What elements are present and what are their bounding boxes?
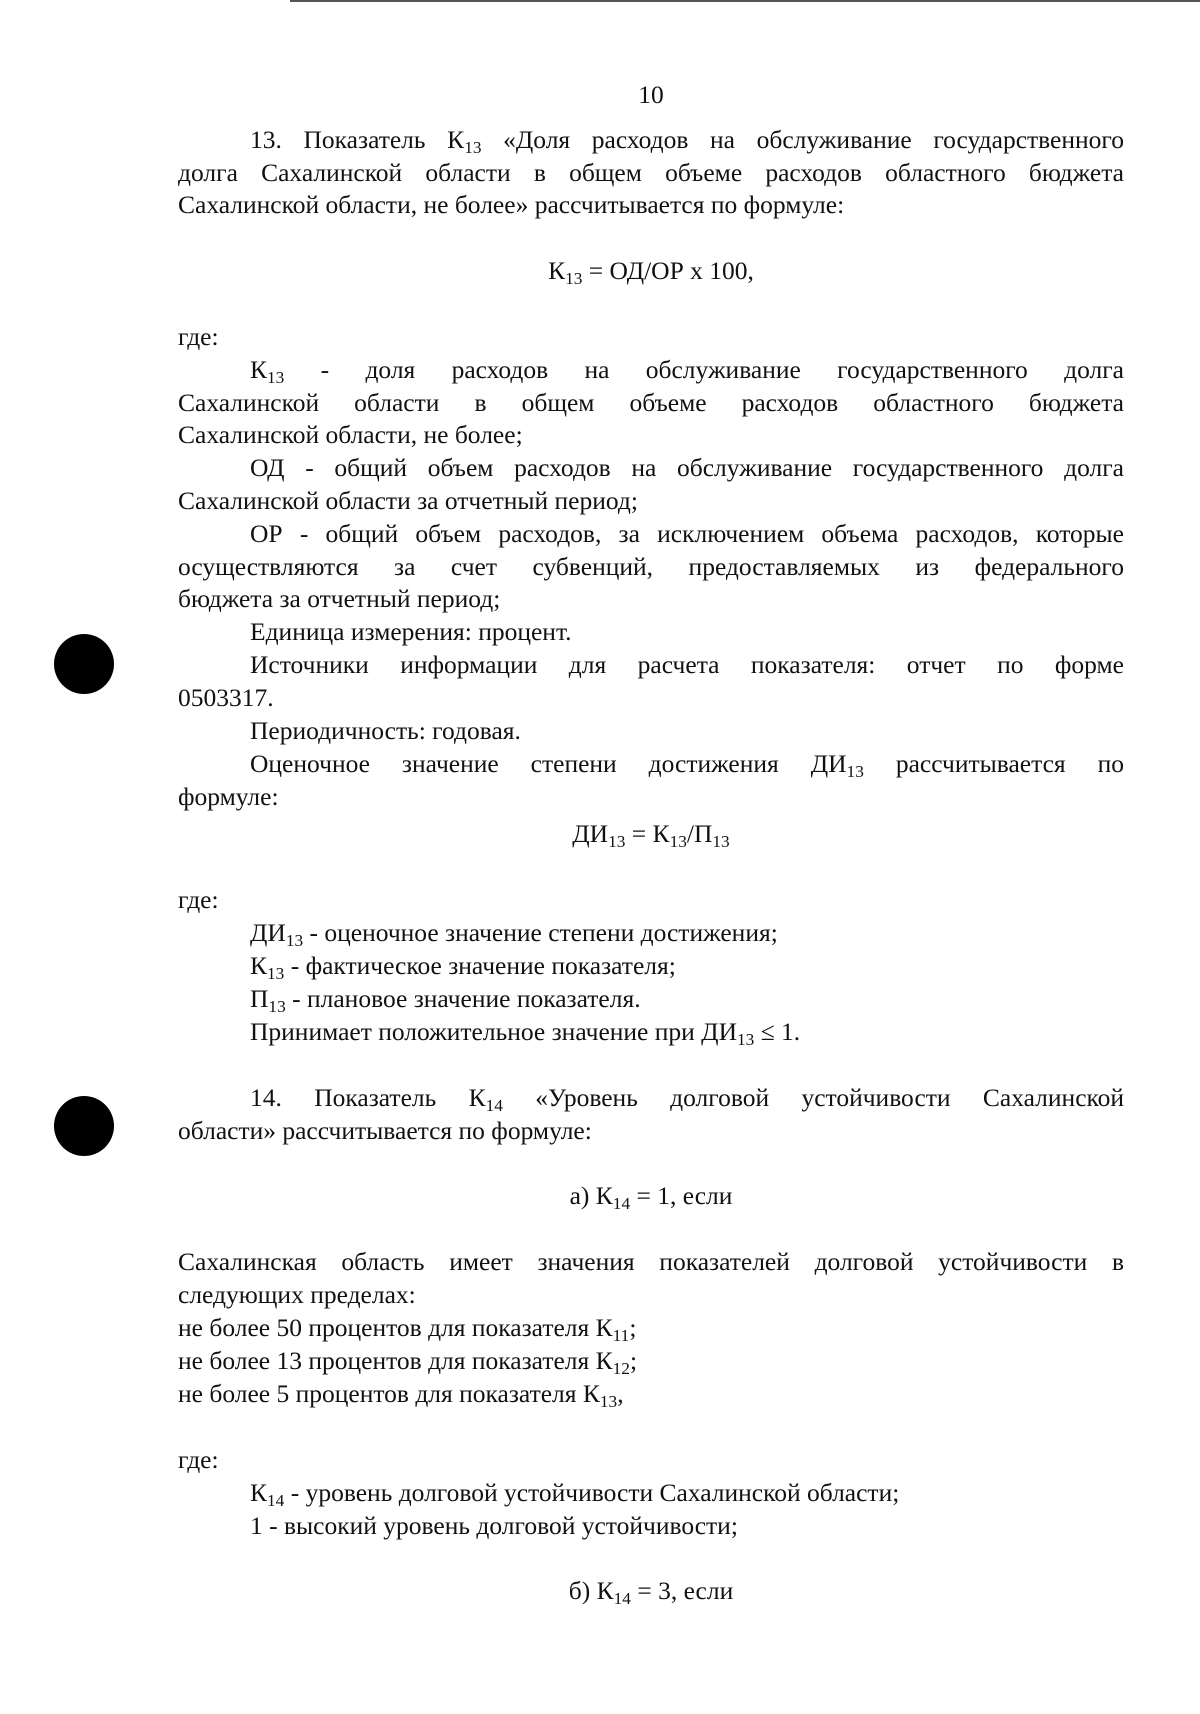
- where-label: где:: [178, 322, 219, 351]
- paragraph-line: ОД - общий объем расходов на обслуживание государственного долга: [250, 453, 1124, 482]
- paragraph-line: не более 50 процентов для показателя $К_{11}$;: [178, 1313, 637, 1346]
- paragraph-line: $К_{13}$ - фактическое значение показателя;: [250, 951, 676, 984]
- paragraph-line: Источники информации для расчета показателя: отчет по форме: [250, 650, 1124, 679]
- punch-hole-lower: [54, 1096, 114, 1156]
- paragraph-line: $К_{14}$ - уровень долговой устойчивости Сахалинской области;: [250, 1478, 900, 1511]
- paragraph-line: 0503317.: [178, 683, 274, 712]
- paragraph-line: 13. Показатель $К_{13}$ «Доля расходов на обслуживание государственного: [250, 125, 1124, 158]
- formula-k14-b: б) $К_{14} = 3$, если: [568, 1576, 734, 1609]
- paragraph-line: формуле:: [178, 782, 279, 811]
- where-label: где:: [178, 1445, 219, 1474]
- paragraph-line: долга Сахалинской области в общем объеме расходов областного бюджета: [178, 158, 1124, 187]
- paragraph-line: не более 5 процентов для показателя $К_{13}$,: [178, 1379, 624, 1412]
- paragraph-line: Сахалинской области, не более;: [178, 420, 523, 449]
- where-label: где:: [178, 885, 219, 914]
- punch-hole-upper: [54, 634, 114, 694]
- formula-k14-a: а) $К_{14} = 1$, если: [569, 1181, 733, 1214]
- paragraph-line: Принимает положительное значение при $ДИ_{13} \le 1$.: [250, 1017, 801, 1050]
- formula-di13: $ДИ_{13} = К_{13}/П_{13}$: [572, 819, 730, 852]
- paragraph-line: 1 - высокий уровень долговой устойчивости;: [250, 1511, 738, 1540]
- paragraph-line: Сахалинской области в общем объеме расходов областного бюджета: [178, 388, 1124, 417]
- paragraph-line: не более 13 процентов для показателя $К_{12}$;: [178, 1346, 638, 1379]
- paragraph-line: 14. Показатель $К_{14}$ «Уровень долговой устойчивости Сахалинской: [250, 1083, 1125, 1116]
- paragraph-line: $ДИ_{13}$ - оценочное значение степени достижения;: [250, 918, 778, 951]
- paragraph-line: области» рассчитывается по формуле:: [178, 1116, 592, 1145]
- paragraph-line: $К_{13}$ - доля расходов на обслуживание государственного долга: [250, 355, 1124, 388]
- paragraph-line: Сахалинской области, не более» рассчитывается по формуле:: [178, 190, 845, 219]
- paragraph-line: Сахалинской области за отчетный период;: [178, 486, 638, 515]
- paragraph-line: Сахалинская область имеет значения показателей долговой устойчивости в: [178, 1247, 1124, 1276]
- page-number: 10: [638, 80, 664, 109]
- paragraph-line: следующих пределах:: [178, 1280, 416, 1309]
- paragraph-line: Периодичность: годовая.: [250, 716, 521, 745]
- paragraph-line: бюджета за отчетный период;: [178, 584, 501, 613]
- paragraph-line: ОР - общий объем расходов, за исключением объема расходов, которые: [250, 519, 1124, 548]
- paragraph-line: Единица измерения: процент.: [250, 617, 572, 646]
- top-border-line: [290, 0, 1200, 2]
- paragraph-line: осуществляются за счет субвенций, предоставляемых из федерального: [178, 552, 1124, 581]
- paragraph-line: $П_{13}$ - плановое значение показателя.: [250, 984, 641, 1017]
- paragraph-line: Оценочное значение степени достижения $ДИ_{13}$ рассчитывается по: [250, 749, 1124, 782]
- formula-k13: $К_{13} = ОД/ОР$ х 100,: [548, 256, 754, 289]
